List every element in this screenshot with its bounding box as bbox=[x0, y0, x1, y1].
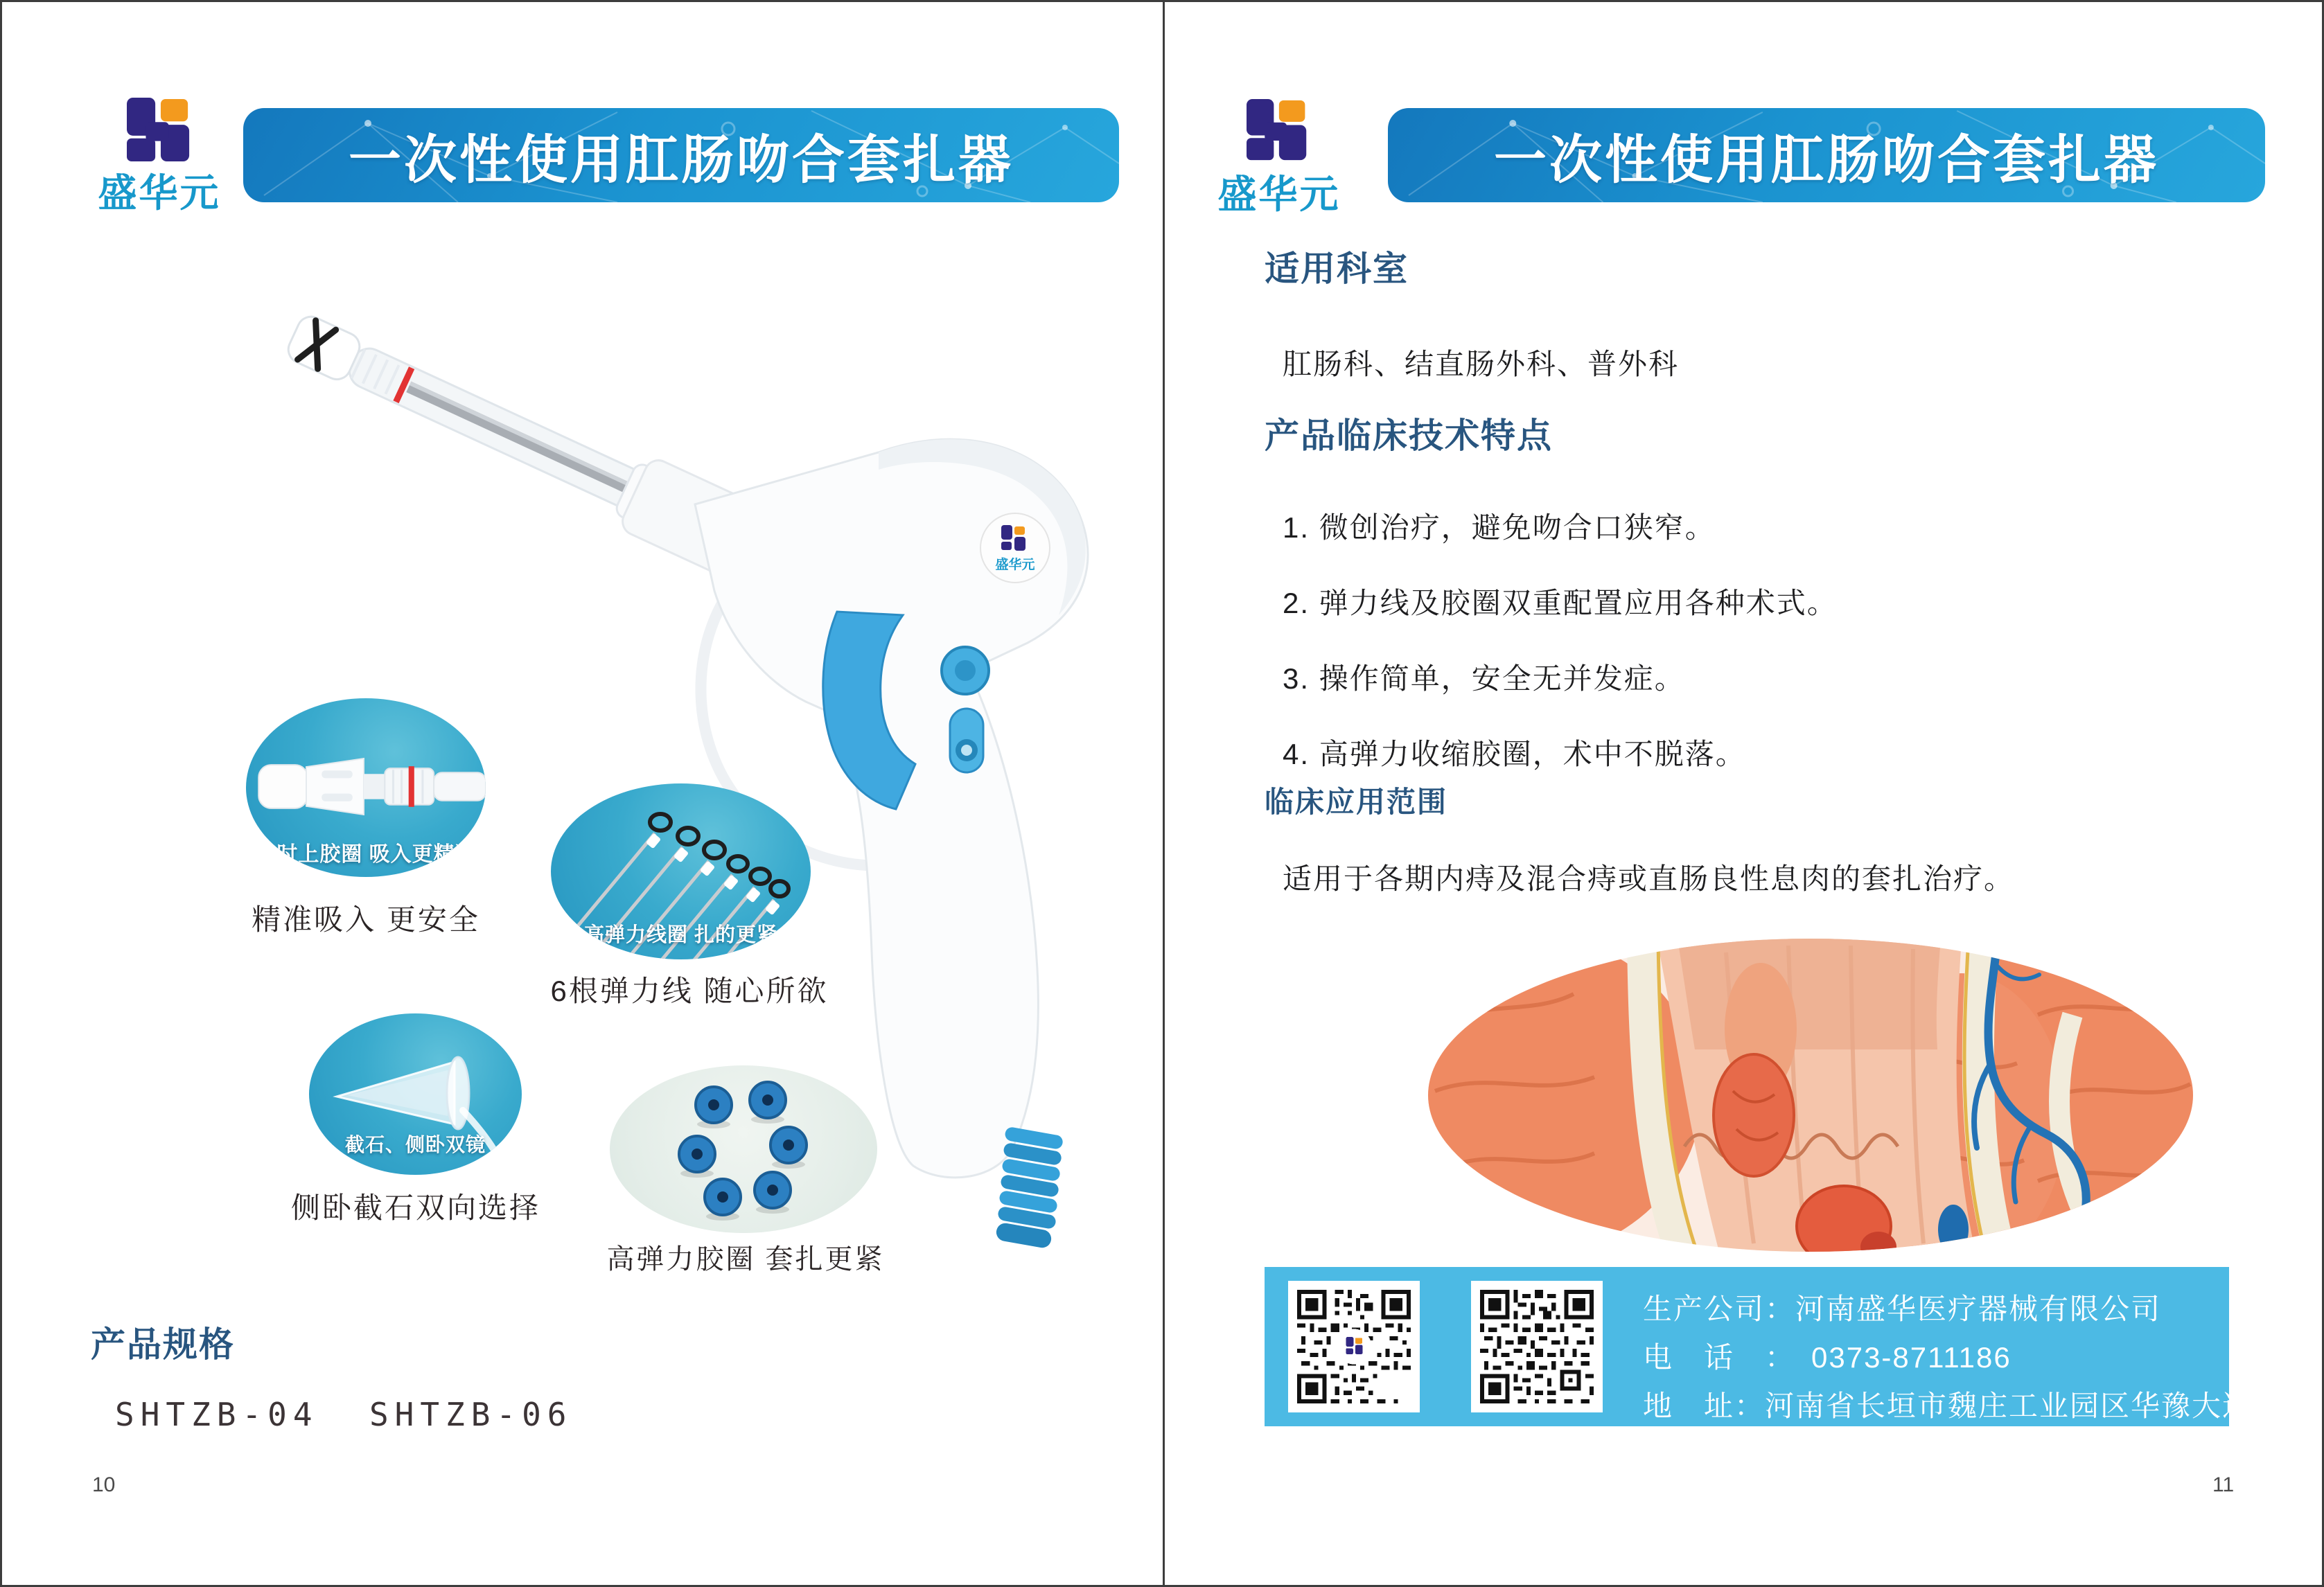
contact-address: 地 址：河南省长垣市魏庄工业园区华豫大道西侧 bbox=[1643, 1390, 2314, 1422]
feature-caption: 6根弹力线 随心所欲 bbox=[550, 975, 829, 1007]
qr-code-wechat bbox=[1288, 1281, 1420, 1412]
page-title: 一次性使用肛肠吻合套扎器 bbox=[1494, 130, 2159, 190]
feature-caption: 高弹力胶圈 套扎更紧 bbox=[606, 1244, 885, 1275]
application-text: 适用于各期内痔及混合痔或直肠良性息肉的套扎治疗。 bbox=[1283, 862, 2015, 895]
page-title-banner bbox=[1388, 108, 2265, 202]
feature-photo-anoscope bbox=[309, 1013, 522, 1175]
specs-heading: 产品规格 bbox=[91, 1325, 235, 1364]
feature-photo-rubber-rings bbox=[610, 1065, 877, 1233]
contact-company: 生产公司：河南盛华医疗器械有限公司 bbox=[1643, 1293, 2162, 1325]
departments-text: 肛肠科、结直肠外科、普外科 bbox=[1283, 348, 1680, 380]
anatomy-illustration bbox=[1428, 939, 2193, 1252]
feature-photo-suction-tip bbox=[246, 698, 486, 877]
rubber-rings-illustration bbox=[610, 1065, 877, 1233]
feature-overlay-label: 及时上胶圈 吸入更精准 bbox=[255, 843, 477, 866]
application-heading: 临床应用范围 bbox=[1265, 786, 1448, 818]
contact-phone: 电 话 ： 0373-8711186 bbox=[1643, 1341, 2012, 1374]
page-number: 10 bbox=[92, 1473, 116, 1496]
brand-name: 盛华元 bbox=[1217, 172, 1341, 216]
qr-code-website bbox=[1471, 1281, 1603, 1412]
clinical-feature-item: 3. 操作简单，安全无并发症。 bbox=[1283, 662, 1685, 695]
clinical-feature-list bbox=[1283, 505, 2183, 807]
feature-caption: 侧卧截石双向选择 bbox=[291, 1191, 541, 1224]
company-logo-icon bbox=[1244, 99, 1312, 161]
feature-caption: 精准吸入 更安全 bbox=[252, 903, 480, 936]
departments-heading: 适用科室 bbox=[1265, 249, 1409, 288]
right-page bbox=[1165, 2, 2324, 1587]
company-logo-icon bbox=[125, 98, 193, 163]
feature-overlay-label: 高弹力线圈 扎的更紧 bbox=[583, 924, 778, 946]
specs-models: SHTZB-04 SHTZB-06 bbox=[115, 1396, 573, 1433]
page-title-banner bbox=[243, 108, 1119, 202]
clinical-feature-item: 4. 高弹力收缩胶圈，术中不脱落。 bbox=[1283, 738, 1746, 770]
clinical-feature-item: 2. 弹力线及胶圈双重配置应用各种术式。 bbox=[1283, 587, 1838, 619]
contact-bar bbox=[1265, 1267, 2314, 1426]
svg-text:盛华元: 盛华元 bbox=[995, 558, 1035, 572]
contact-info bbox=[1643, 1285, 2314, 1430]
left-page bbox=[2, 2, 1163, 1587]
clinical-heading: 产品临床技术特点 bbox=[1265, 416, 1553, 455]
brand-name: 盛华元 bbox=[98, 171, 221, 215]
clinical-feature-item: 1. 微创治疗，避免吻合口狭窄。 bbox=[1283, 511, 1716, 544]
feature-photo-elastic-lines bbox=[551, 783, 811, 959]
feature-overlay-label: 截石、侧卧双镜 bbox=[344, 1134, 486, 1155]
page-number: 11 bbox=[2212, 1473, 2235, 1496]
page-title: 一次性使用肛肠吻合套扎器 bbox=[349, 130, 1014, 190]
